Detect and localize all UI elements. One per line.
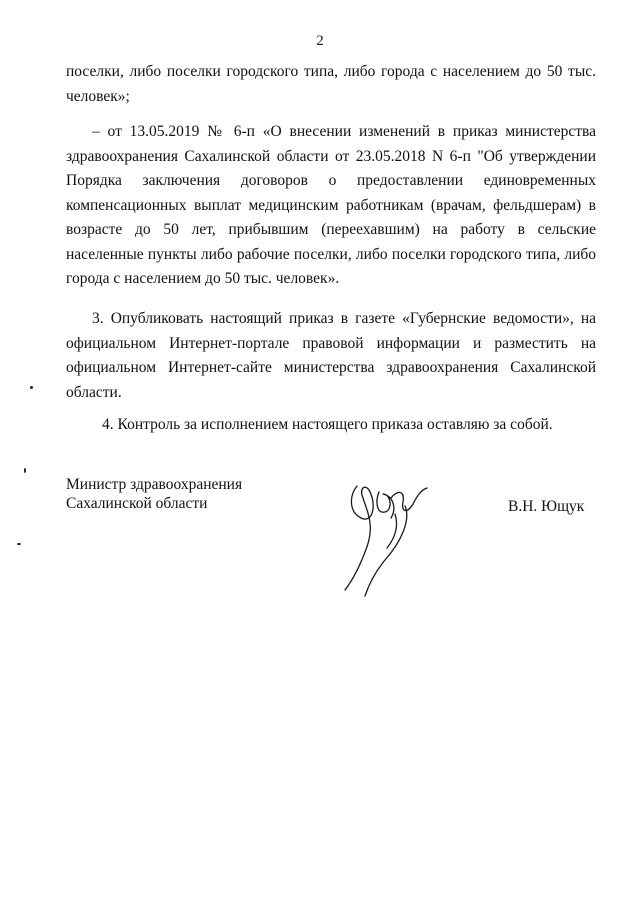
page-number: 2	[316, 33, 324, 49]
scan-speck	[30, 386, 33, 389]
paragraph-item-4-control: 4. Контроль за исполнением настоящего приказа оставляю за собой.	[102, 416, 553, 433]
scan-speck	[24, 468, 26, 473]
paragraph-amendment-item: – от 13.05.2019 № 6-п «О внесении изменений в приказ министерства здравоохранения Сахалинской области от 23.05.2018 N 6-п "Об утверждении Порядка заключения договоров о предоставлении единовременных компенсационных выплат медицинским работникам (врачам, фельдшерам) в возрасте до 50 лет, прибывшим (переехавшим) на работу в сельские населенные пункты либо рабочие поселки, либо поселки городского типа, либо города с населением до 50 тыс. человек».	[66, 123, 596, 287]
signatory-title-line-1: Министр здравоохранения	[66, 476, 243, 493]
scan-speck	[17, 543, 21, 545]
signatory-title-line-2: Сахалинской области	[66, 495, 208, 512]
paragraph-continuation: поселки, либо поселки городского типа, либо города с населением до 50 тыс. человек»;	[66, 63, 596, 105]
signatory-name: В.Н. Ющук	[508, 498, 585, 515]
paragraph-item-3-publish: 3. Опубликовать настоящий приказ в газете «Губернские ведомости», на официальном Интернет-портале правовой информации и разместить на официальном Интернет-сайте министерства здравоохранения Сахалинской области.	[66, 310, 596, 401]
signatory-title	[66, 475, 242, 513]
handwritten-signature	[335, 468, 445, 598]
